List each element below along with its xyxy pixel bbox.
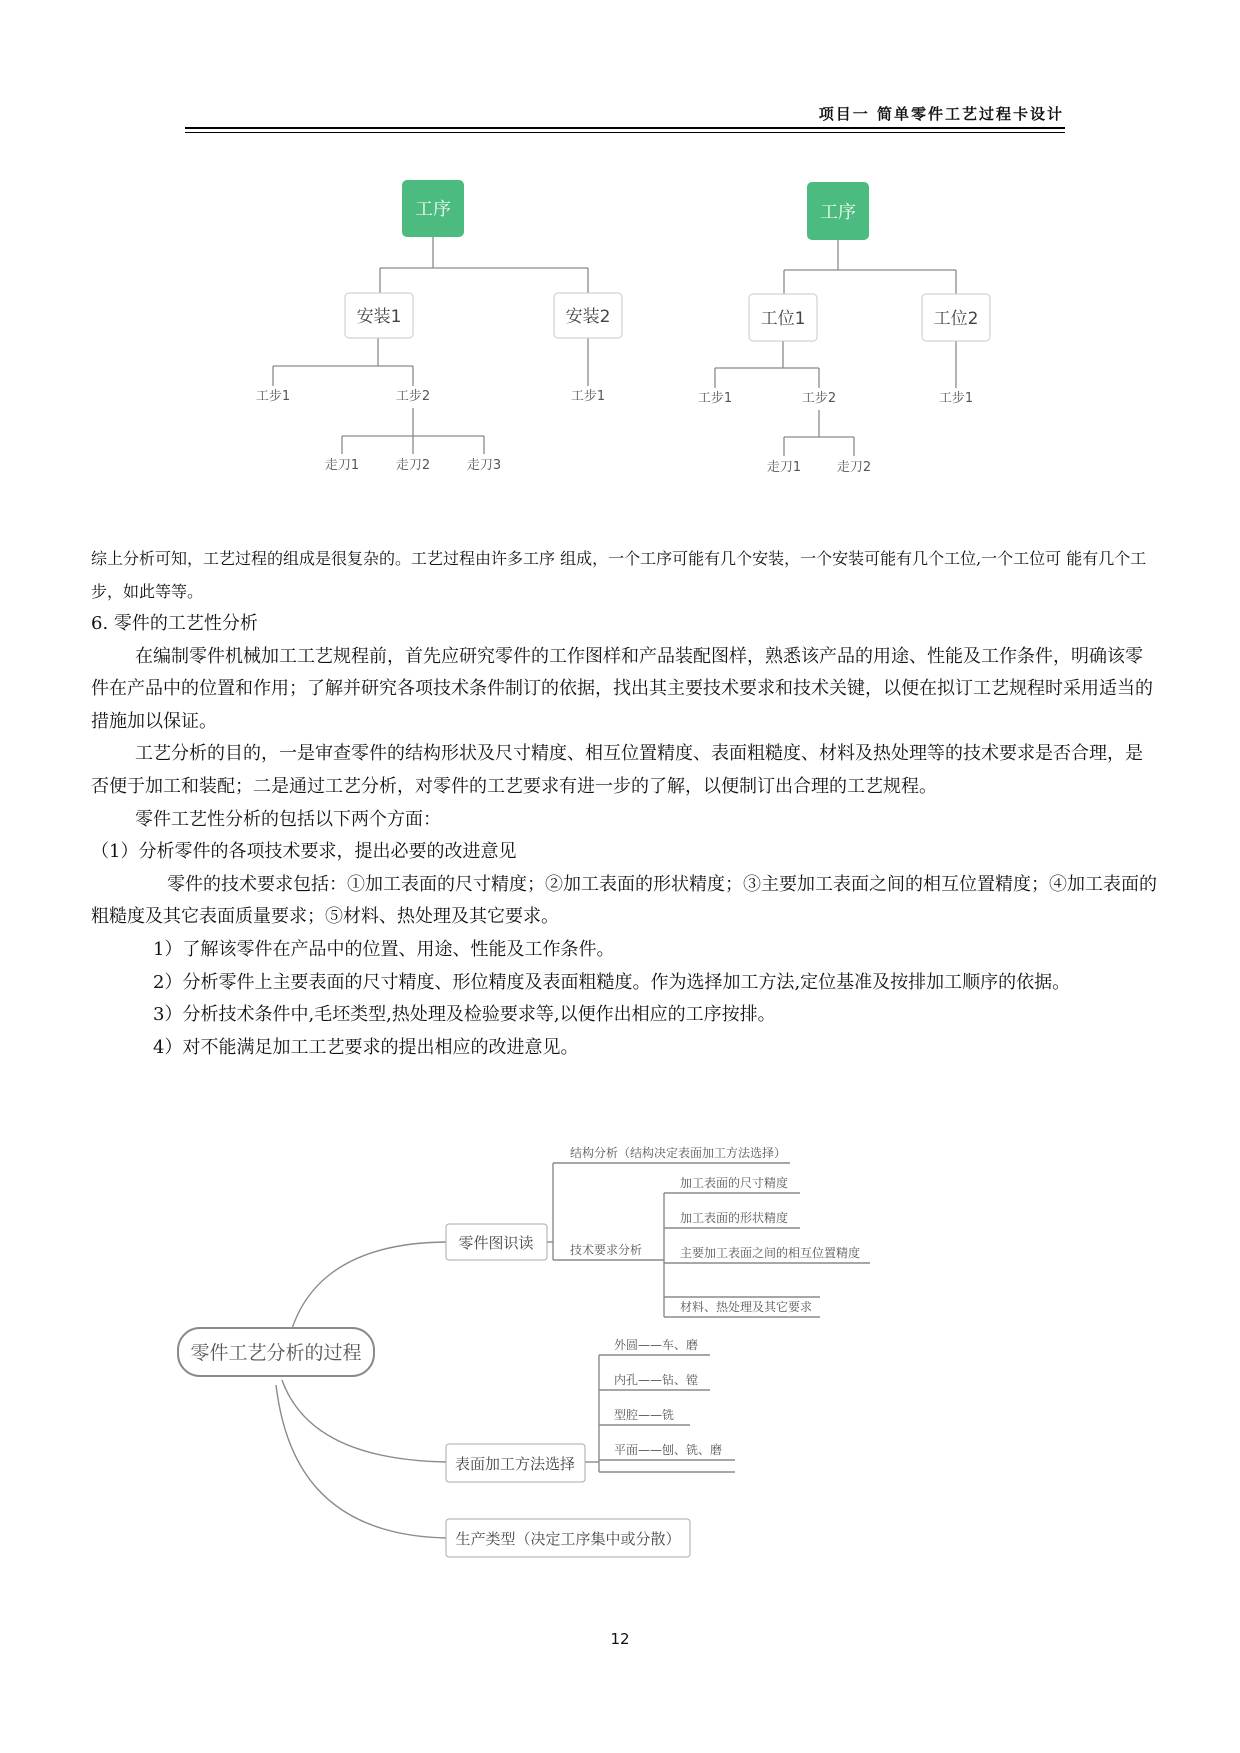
- right-pass-label: 走刀2: [836, 460, 872, 475]
- mindmap-leaf-label: 加工表面的尺寸精度: [680, 1176, 789, 1190]
- mindmap-branch-label: 表面加工方法选择: [454, 1455, 576, 1473]
- list-item: 1）了解该零件在产品中的位置、用途、性能及工作条件。: [153, 938, 615, 960]
- mindmap-leaf-label: 平面——刨、铣、磨: [614, 1443, 723, 1457]
- right-pass-label: 走刀1: [766, 460, 802, 475]
- mindmap-branch-label: 零件图识读: [458, 1234, 534, 1252]
- running-header: 项目一 简单零件工艺过程卡设计: [818, 105, 1064, 123]
- left-pass-label: 走刀1: [324, 458, 360, 473]
- right-station2-label: 工位2: [933, 309, 979, 329]
- mindmap-branch-label: 生产类型（决定工序集中或分散）: [455, 1530, 681, 1548]
- summary-paragraph: 综上分析可知，工艺过程的组成是很复杂的。工艺过程由许多工序 组成，一个工序可能有几个安装，一个安装可能有几个工位,一个工位可 能有几个工步，如此等等。: [91, 549, 1147, 601]
- left-root-label: 工序: [415, 199, 451, 220]
- mindmap-leaf-label: 外圆——车、磨: [614, 1338, 699, 1352]
- list-item: 3）分析技术条件中,毛坯类型,热处理及检验要求等,以便作出相应的工序按排。: [153, 1004, 776, 1026]
- header-rule-thick: [185, 127, 1065, 129]
- right-station1-label: 工位1: [760, 309, 806, 329]
- right-step-label: 工步1: [938, 391, 974, 406]
- body-paragraph: 零件工艺性分析的包括以下两个方面：: [135, 808, 441, 830]
- process-tree-diagrams: [0, 160, 1240, 490]
- header-rule-thin: [185, 132, 1065, 133]
- mindmap-leaf-label: 技术要求分析: [570, 1243, 643, 1257]
- section-heading: 6. 零件的工艺性分析: [91, 613, 258, 634]
- subheading: （1）分析零件的各项技术要求，提出必要的改进意见: [91, 841, 517, 863]
- mindmap-leaf-label: 结构分析（结构决定表面加工方法选择）: [570, 1146, 787, 1160]
- left-step-label: 工步1: [570, 389, 606, 404]
- mindmap-leaf-label: 主要加工表面之间的相互位置精度: [680, 1246, 861, 1260]
- mindmap-leaf-label: 内孔——钻、镗: [614, 1373, 699, 1387]
- left-step-label: 工步2: [395, 389, 431, 404]
- list-item: 2）分析零件上主要表面的尺寸精度、形位精度及表面粗糙度。作为选择加工方法,定位基准及按排加工顺序的依据。: [153, 971, 1071, 993]
- body-paragraph: 在编制零件机械加工工艺规程前，首先应研究零件的工作图样和产品装配图样，熟悉该产品的用途、性能及工作条件，明确该零件在产品中的位置和作用；了解并研究各项技术条件制订的依据，找出其主要技术要求和技术关键，以便在拟订工艺规程时采用适当的措施加以保证。: [91, 645, 1153, 732]
- left-pass-label: 走刀2: [395, 458, 431, 473]
- right-step-label: 工步1: [697, 391, 733, 406]
- left-step-label: 工步1: [255, 389, 291, 404]
- main-text: [91, 608, 1157, 1064]
- right-step-label: 工步2: [801, 391, 837, 406]
- page-number: 12: [610, 1630, 630, 1648]
- requirements-paragraph: 零件的技术要求包括：①加工表面的尺寸精度；②加工表面的形状精度；③主要加工表面之间的相互位置精度；④加工表面的粗糙度及其它表面质量要求；⑤材料、热处理及其它要求。: [91, 873, 1157, 928]
- body-paragraph: 工艺分析的目的，一是审查零件的结构形状及尺寸精度、相互位置精度、表面粗糙度、材料及热处理等的技术要求是否合理，是否便于加工和装配；二是通过工艺分析，对零件的工艺要求有进一步的了解，以便制订出合理的工艺规程。: [91, 743, 1143, 797]
- analysis-mindmap: [0, 1140, 1240, 1560]
- list-item: 4）对不能满足加工工艺要求的提出相应的改进意见。: [153, 1036, 579, 1058]
- mindmap-leaf-label: 材料、热处理及其它要求: [680, 1300, 813, 1314]
- left-install2-label: 安装2: [565, 307, 611, 327]
- mindmap-leaf-label: 加工表面的形状精度: [680, 1211, 789, 1225]
- mindmap-root-label: 零件工艺分析的过程: [190, 1342, 362, 1364]
- mindmap-leaf-label: 型腔——铣: [614, 1408, 675, 1422]
- left-pass-label: 走刀3: [466, 458, 502, 473]
- left-install1-label: 安装1: [356, 307, 402, 327]
- right-root-label: 工序: [820, 202, 856, 223]
